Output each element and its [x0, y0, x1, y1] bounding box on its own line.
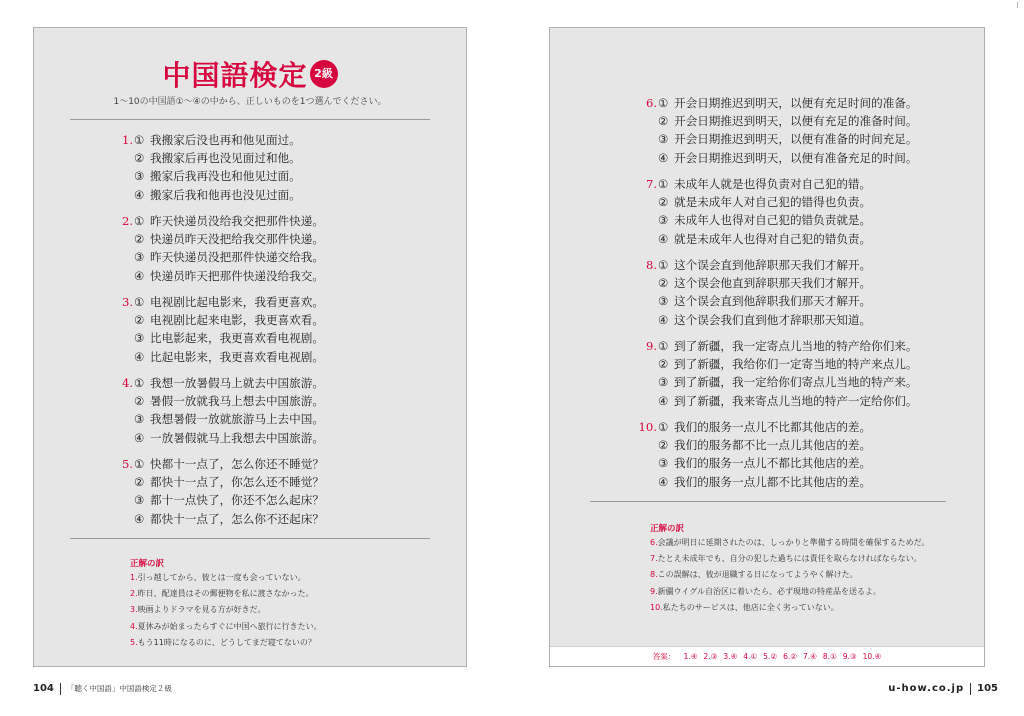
question-option [638, 94, 917, 112]
question-number [638, 311, 658, 329]
answer-key-item: 2.③ [703, 652, 718, 661]
answer-key-item: 7.④ [802, 652, 817, 661]
question-number [120, 473, 134, 491]
translation-item [130, 570, 322, 586]
question-option [638, 193, 871, 211]
option-mark: ① [134, 295, 145, 309]
question-option [120, 149, 301, 167]
question-option [638, 418, 871, 436]
option-mark: ① [134, 457, 145, 471]
question-number [638, 454, 658, 472]
right-page [549, 27, 985, 667]
question-number [638, 373, 658, 391]
option-text: 这个误会直到他辞职我们那天才解开。 [674, 294, 872, 309]
question-number [638, 473, 658, 491]
option-mark: ① [658, 420, 669, 434]
option-mark: ③ [658, 213, 669, 228]
question-1 [120, 131, 301, 204]
option-mark: ④ [134, 187, 145, 202]
option-text: 比电影起来，我更喜欢看电视剧。 [150, 331, 324, 346]
question-number [120, 149, 134, 167]
option-text: 未成年人也得对自己犯的错负责就是。 [674, 213, 872, 228]
option-text: 我们的服务都不比一点儿其他店的差。 [674, 438, 872, 453]
footer-right [888, 682, 998, 696]
translation-number: 5. [130, 637, 138, 647]
question-number [120, 329, 134, 347]
option-text: 我想暑假一放就旅游马上去中国。 [150, 412, 324, 427]
question-number: 5. [121, 457, 133, 471]
option-mark: ④ [134, 268, 145, 283]
translation-number: 10. [650, 602, 663, 612]
option-text: 快递员昨天没把给我交那件快递。 [150, 232, 324, 247]
question-4 [120, 374, 324, 447]
question-number [120, 248, 134, 266]
option-text: 快都十一点了，怎么你还不睡觉？ [150, 457, 324, 471]
option-mark: ② [658, 438, 669, 453]
question-option [638, 112, 917, 130]
question-number: 7. [645, 177, 657, 191]
question-number [638, 112, 658, 130]
translation-item [650, 567, 930, 583]
answer-key-item: 6.② [783, 652, 797, 661]
question-number: 3. [121, 295, 133, 309]
question-number [638, 274, 658, 292]
option-text: 我搬家后再也没见面过和他。 [150, 151, 301, 166]
option-mark: ② [658, 114, 669, 129]
option-mark: ② [134, 151, 145, 166]
option-mark: ③ [658, 456, 669, 471]
option-text: 到了新疆，我给你们一定寄当地的特产来点儿。 [674, 357, 918, 372]
divider [70, 119, 430, 120]
question-number [638, 211, 658, 229]
translation-number: 3. [130, 605, 138, 615]
option-text: 昨天快递员没给我交把那件快递。 [150, 214, 324, 228]
option-text: 搬家后我和他再也没见过面。 [150, 187, 301, 202]
option-text: 都十一点快了，你还不怎么起床？ [150, 493, 324, 508]
question-option [638, 274, 871, 292]
page-number-right: 105 [977, 683, 998, 694]
question-number: 6. [645, 96, 657, 110]
question-option [120, 410, 324, 428]
question-number [120, 167, 134, 185]
question-number [120, 267, 134, 285]
question-option [120, 455, 324, 473]
left-page [33, 27, 467, 667]
question-number: 9. [645, 339, 657, 353]
question-number: 8. [645, 258, 657, 272]
option-text: 比起电影来，我更喜欢看电视剧。 [150, 349, 324, 364]
question-option [638, 473, 871, 491]
translation-number: 6. [650, 538, 658, 547]
translation-item [650, 584, 930, 600]
answers-heading: 正解の訳 [650, 524, 685, 534]
question-option [120, 311, 324, 329]
question-3 [638, 256, 871, 329]
option-mark: ④ [134, 511, 145, 526]
question-option [638, 130, 917, 148]
question-number [120, 510, 134, 528]
question-option [638, 454, 871, 472]
translation-text: 新疆ウイグル自治区に着いたら、必ず現地の特産品を送るよ。 [657, 586, 881, 596]
option-text: 我们的服务一点儿不比都其他店的差。 [674, 420, 872, 434]
question-option [120, 329, 324, 347]
option-mark: ③ [658, 132, 669, 147]
question-option [120, 267, 324, 285]
question-number: 4. [121, 376, 133, 390]
translation-item [130, 602, 322, 618]
option-text: 未成年人就是也得负责对自己犯的错。 [674, 177, 872, 191]
translation-number: 8. [650, 570, 658, 580]
option-text: 昨天快递员没把那件快递交给我。 [150, 250, 324, 265]
question-option [120, 230, 324, 248]
grade-badge: 2級 [310, 60, 338, 88]
option-text: 我们的服务一点儿都不比其他店的差。 [674, 474, 872, 489]
option-text: 电视剧比起来电影，我更喜欢看。 [150, 313, 324, 328]
option-mark: ① [658, 258, 669, 272]
answer-key-item: 9.③ [842, 652, 857, 661]
option-text: 搬家后我再没也和他见过面。 [150, 169, 301, 184]
page-title: 中国語検定 [162, 59, 308, 92]
translation-item [130, 619, 322, 635]
option-mark: ④ [134, 349, 145, 364]
option-mark: ④ [658, 393, 669, 408]
question-3 [120, 293, 324, 366]
answer-key-item: 4.① [743, 652, 758, 661]
question-option [120, 186, 301, 204]
question-option [638, 392, 917, 410]
option-text: 我搬家后没也再和他见面过。 [150, 133, 301, 147]
translation-text: 会議が明日に延期されたのは、しっかりと準備する時間を確保するためだ。 [657, 538, 930, 547]
translation-number: 9. [650, 586, 658, 596]
option-mark: ④ [658, 474, 669, 489]
question-2 [638, 175, 871, 248]
option-text: 就是未成年人也得对自己犯的错负责。 [674, 231, 872, 246]
option-text: 我们的服务一点儿不都比其他店的差。 [674, 456, 872, 471]
answer-key-item: 8.① [822, 652, 837, 661]
question-number [120, 410, 134, 428]
translation-number: 4. [130, 621, 138, 631]
option-mark: ② [134, 232, 145, 247]
option-mark: ④ [658, 312, 669, 327]
option-mark: ③ [658, 375, 669, 390]
option-text: 一放暑假就马上我想去中国旅游。 [150, 430, 324, 445]
answer-key-label: 答案： [652, 652, 676, 661]
question-number [120, 392, 134, 410]
option-mark: ① [134, 214, 145, 228]
question-option [120, 212, 324, 230]
footer-left [33, 682, 172, 696]
option-mark: ④ [658, 150, 669, 165]
question-number [120, 348, 134, 366]
crop-mark [1017, 2, 1018, 8]
question-number [638, 436, 658, 454]
question-option [120, 167, 301, 185]
book-title: 「聴く中国語」中国語検定２級 [66, 684, 172, 693]
translation-text: もう11時になるのに、どうしてまだ寝てないの？ [137, 637, 316, 647]
translation-number: 1. [130, 573, 138, 582]
answer-key-item: 5.② [763, 652, 778, 661]
question-option [120, 510, 324, 528]
question-5 [638, 418, 871, 491]
question-number: 10. [638, 420, 657, 434]
option-mark: ② [134, 394, 145, 409]
option-mark: ① [658, 96, 669, 110]
translation-text: 引っ越してから、彼とは一度も会っていない。 [137, 573, 306, 582]
question-option [120, 491, 324, 509]
question-option [120, 248, 324, 266]
option-mark: ④ [658, 231, 669, 246]
question-option [638, 149, 917, 167]
title-area [34, 54, 466, 94]
question-option [638, 256, 871, 274]
question-option [120, 293, 324, 311]
translation-item [130, 586, 322, 602]
page-number-left: 104 [33, 683, 54, 694]
option-text: 到了新疆，我一定寄点儿当地的特产给你们来。 [674, 339, 918, 353]
instruction-text: 1〜10の中国語①〜④の中から、正しいものを1つ選んでください。 [113, 97, 387, 107]
option-mark: ② [658, 195, 669, 210]
question-4 [638, 337, 917, 410]
option-text: 都快十一点了，你怎么还不睡觉？ [150, 475, 324, 490]
option-text: 这个误会他直到辞职那天我们才解开。 [674, 276, 872, 291]
translation-item [650, 535, 930, 551]
option-mark: ① [134, 376, 145, 390]
option-text: 暑假一放就我马上想去中国旅游。 [150, 394, 324, 409]
translation-number: 7. [650, 554, 658, 564]
answer-key-item: 10.④ [862, 652, 882, 661]
question-option [638, 211, 871, 229]
translation-text: この誤解は、彼が退職する日になってようやく解けた。 [657, 570, 858, 580]
option-text: 就是未成年人对自己犯的错得也负责。 [674, 195, 872, 210]
translation-text: 映画よりドラマを見る方が好きだ。 [137, 605, 266, 615]
option-mark: ③ [134, 493, 145, 508]
question-5 [120, 455, 324, 528]
divider [590, 501, 946, 502]
option-text: 到了新疆，我来寄点儿当地的特产一定给你们。 [674, 393, 918, 408]
option-text: 开会日期推迟到明天，以便有充足时间的准备。 [674, 96, 918, 110]
translation-text: 昨日、配達員はその郵便物を私に渡さなかった。 [137, 589, 314, 599]
footer-separator [60, 683, 61, 695]
option-mark: ④ [134, 430, 145, 445]
question-option [638, 292, 871, 310]
question-number [638, 149, 658, 167]
site-url: u-how.co.jp [888, 683, 965, 694]
question-option [120, 348, 324, 366]
option-mark: ② [658, 276, 669, 291]
question-1 [638, 94, 917, 167]
option-mark: ① [658, 339, 669, 353]
option-text: 我想一放暑假马上就去中国旅游。 [150, 376, 324, 390]
question-option [120, 429, 324, 447]
translation-list [650, 535, 930, 616]
option-text: 到了新疆，我一定给你们寄点儿当地的特产来。 [674, 375, 918, 390]
translation-text: 夏休みが始まったらすぐに中国へ旅行に行きたい。 [137, 621, 322, 631]
question-number: 1. [121, 133, 133, 147]
question-option [638, 355, 917, 373]
question-number [638, 193, 658, 211]
question-number [120, 491, 134, 509]
translation-number: 2. [130, 589, 138, 599]
question-option [638, 175, 871, 193]
question-number [638, 230, 658, 248]
translation-list [130, 570, 322, 651]
option-mark: ② [134, 313, 145, 328]
option-text: 开会日期推迟到明天，以便有充足的准备时间。 [674, 114, 918, 129]
question-number: 2. [121, 214, 133, 228]
translation-text: 私たちのサービスは、他店に全く劣っていない。 [662, 602, 839, 612]
option-text: 电视剧比起电影来，我看更喜欢。 [150, 295, 324, 309]
answer-key-bar [550, 646, 984, 666]
translation-item [130, 635, 322, 651]
option-mark: ① [134, 133, 145, 147]
answer-key-item: 1.④ [683, 652, 698, 661]
option-mark: ① [658, 177, 669, 191]
question-option [638, 337, 917, 355]
option-mark: ③ [134, 412, 145, 427]
question-option [638, 230, 871, 248]
option-text: 快递员昨天把那件快递没给我交。 [150, 268, 324, 283]
question-option [120, 392, 324, 410]
question-option [638, 373, 917, 391]
question-2 [120, 212, 324, 285]
translation-item [650, 551, 930, 567]
question-number [120, 230, 134, 248]
question-number [120, 186, 134, 204]
translation-text: たとえ未成年でも、自分の犯した過ちには責任を取らなければならない。 [657, 554, 922, 564]
option-text: 这个误会我们直到他才辞职那天知道。 [674, 312, 872, 327]
answer-key-item: 3.④ [723, 652, 738, 661]
question-number [638, 130, 658, 148]
question-option [638, 311, 871, 329]
option-mark: ③ [134, 250, 145, 265]
question-number [120, 429, 134, 447]
question-number [638, 392, 658, 410]
question-number [638, 292, 658, 310]
option-text: 这个误会直到他辞职那天我们才解开。 [674, 258, 872, 272]
option-text: 都快十一点了，怎么你不还起床？ [150, 511, 324, 526]
question-option [120, 473, 324, 491]
option-text: 开会日期推迟到明天，以便有准备的时间充足。 [674, 132, 918, 147]
answers-heading: 正解の訳 [130, 559, 165, 569]
question-number [638, 355, 658, 373]
option-mark: ③ [658, 294, 669, 309]
footer-separator [970, 683, 971, 695]
option-mark: ② [134, 475, 145, 490]
question-option [638, 436, 871, 454]
translation-item [650, 600, 930, 616]
option-mark: ③ [134, 331, 145, 346]
question-option [120, 374, 324, 392]
option-mark: ② [658, 357, 669, 372]
option-mark: ③ [134, 169, 145, 184]
divider [70, 538, 430, 539]
question-option [120, 131, 301, 149]
option-text: 开会日期推迟到明天，以便有准备充足的时间。 [674, 150, 918, 165]
question-number [120, 311, 134, 329]
